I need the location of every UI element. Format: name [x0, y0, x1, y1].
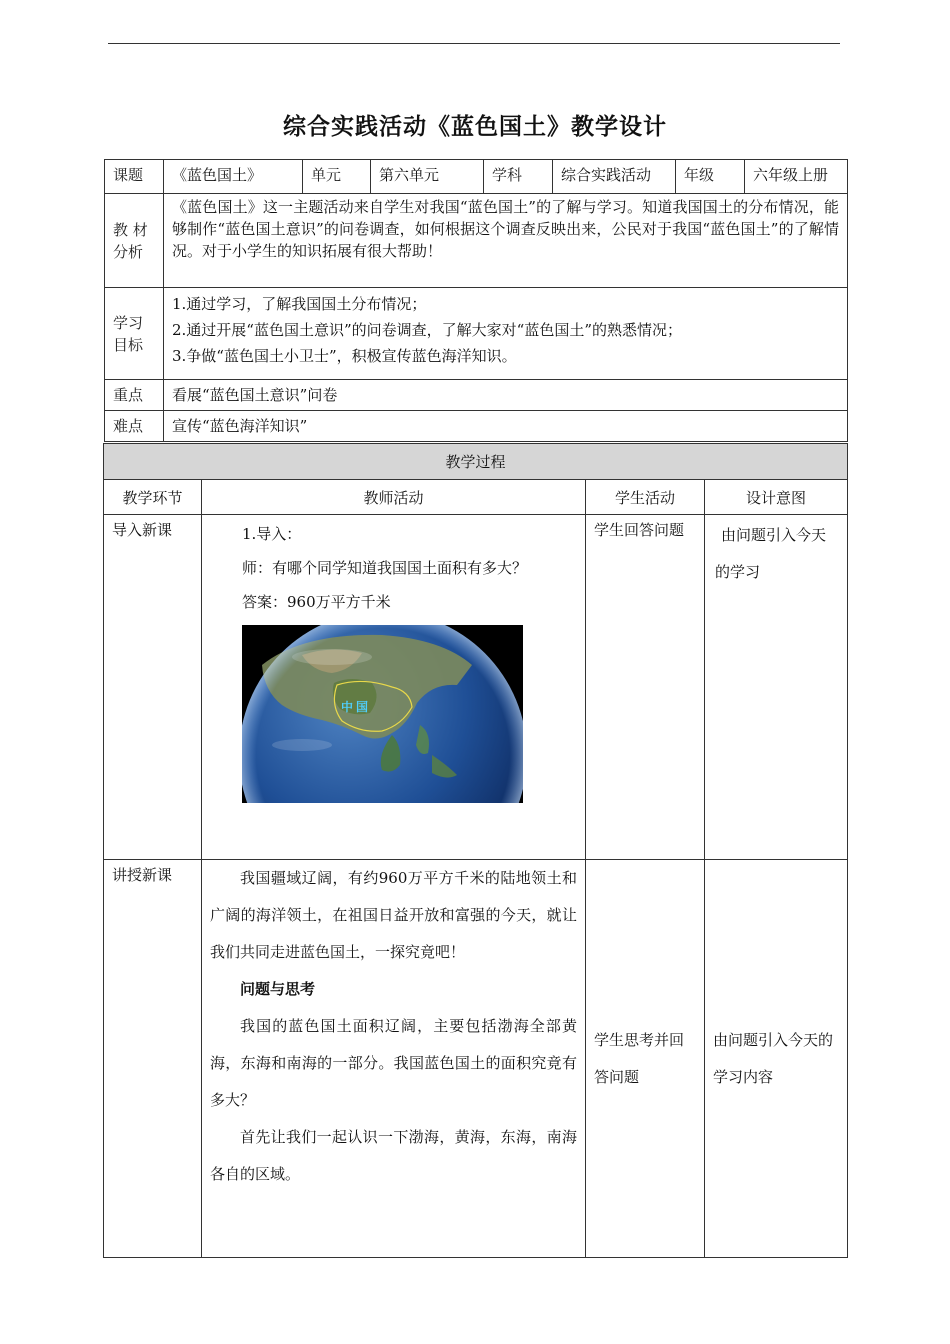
header-stage: 教学环节 [104, 480, 202, 515]
header-student: 学生活动 [586, 480, 705, 515]
key-point-text: 看展“蓝色国土意识”问卷 [164, 380, 848, 411]
info-row-key [105, 380, 848, 411]
unit-value: 第六单元 [371, 160, 484, 194]
header-intent: 设计意图 [705, 480, 848, 515]
lecture-stage: 讲授新课 [104, 860, 202, 1258]
intro-design-intent: 由问题引入今天的学习 [705, 515, 848, 860]
document-title: 综合实践活动《蓝色国土》教学设计 [283, 113, 667, 140]
intro-line: 1.导入： [242, 525, 302, 543]
grade-label: 年级 [676, 160, 745, 194]
header-rule [108, 43, 840, 44]
lecture-paragraph: 我国的蓝色国土面积辽阔，主要包括渤海全部黄海，东海和南海的一部分。我国蓝色国土的面积究竟有多大？ [210, 1017, 577, 1109]
difficulty-label: 难点 [105, 411, 164, 442]
goal-item: 2.通过开展“蓝色国土意识”的问卷调查，了解大家对“蓝色国土”的熟悉情况； [172, 321, 682, 339]
subject-label: 学科 [484, 160, 553, 194]
subject-value: 综合实践活动 [553, 160, 676, 194]
analysis-label-line1: 教 材 [113, 220, 148, 239]
difficulty-text: 宣传“蓝色海洋知识” [164, 411, 848, 442]
goals-list [164, 288, 848, 380]
goals-label [105, 288, 164, 380]
lecture-student-activity: 学生思考并回答问题 [586, 860, 705, 1258]
lecture-design-intent: 由问题引入今天的学习内容 [705, 860, 848, 1258]
process-band-row [104, 444, 848, 480]
info-row-basic [105, 160, 848, 194]
goals-label-line2: 目标 [113, 335, 144, 354]
analysis-text: 《蓝色国土》这一主题活动来自学生对我国“蓝色国土”的了解与学习。知道我国国土的分布情况，能够制作“蓝色国土意识”的问卷调查，如何根据这个调查反映出来，公民对于我国“蓝色国土”的了解情况。对于小学生的知识拓展有很大帮助！ [164, 194, 848, 288]
goal-item: 3.争做“蓝色国土小卫士”，积极宣传蓝色海洋知识。 [172, 347, 517, 365]
topic-label: 课题 [105, 160, 164, 194]
process-header-row [104, 480, 848, 515]
lecture-teacher-activity [202, 860, 586, 1258]
goals-label-line1: 学习 [113, 313, 144, 332]
intro-line: 答案：960万平方千米 [242, 593, 391, 611]
earth-globe-image [242, 625, 523, 803]
intro-stage: 导入新课 [104, 515, 202, 860]
key-point-label: 重点 [105, 380, 164, 411]
intro-student-activity: 学生回答问题 [586, 515, 705, 860]
analysis-label [105, 194, 164, 288]
process-row-intro [104, 515, 848, 860]
analysis-label-line2: 分析 [113, 242, 144, 261]
intro-line: 师：有哪个同学知道我国国土面积有多大？ [242, 559, 528, 577]
lecture-paragraph: 我国疆域辽阔，有约960万平方千米的陆地领土和广阔的海洋领土，在祖国日益开放和富强的今天，就让我们共同走进蓝色国土，一探究竟吧！ [210, 869, 577, 961]
lecture-paragraph: 首先让我们一起认识一下渤海，黄海，东海，南海各自的区域。 [210, 1128, 577, 1183]
unit-label: 单元 [303, 160, 371, 194]
lecture-heading: 问题与思考 [240, 980, 316, 998]
china-map-label: 中国 [341, 700, 372, 714]
lesson-info-table [104, 159, 848, 442]
process-band-title: 教学过程 [104, 444, 848, 480]
grade-value: 六年级上册 [745, 160, 848, 194]
intro-teacher-activity [202, 515, 586, 860]
header-teacher: 教师活动 [202, 480, 586, 515]
info-row-goals [105, 288, 848, 380]
process-row-lecture [104, 860, 848, 1258]
topic-value: 《蓝色国土》 [164, 160, 303, 194]
teaching-process-table [103, 443, 848, 1258]
goal-item: 1.通过学习，了解我国国土分布情况； [172, 295, 427, 313]
info-row-difficulty [105, 411, 848, 442]
info-row-analysis [105, 194, 848, 288]
